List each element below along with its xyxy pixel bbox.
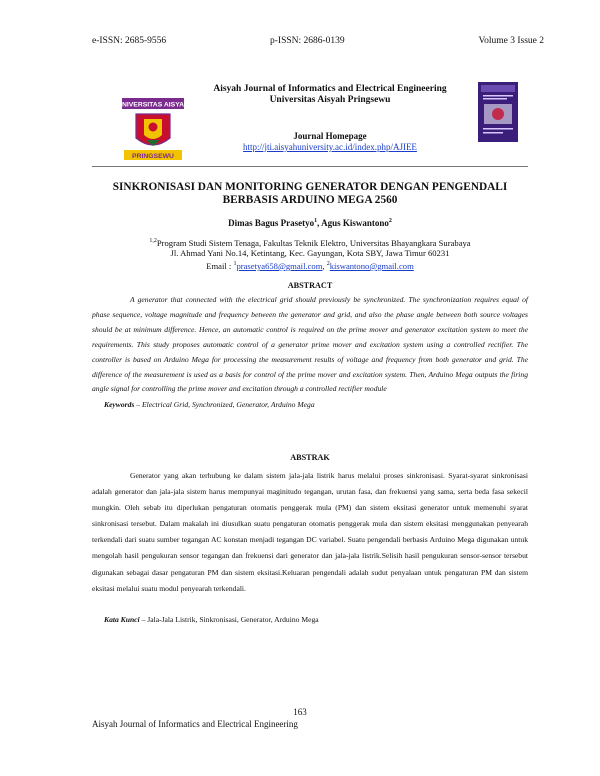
- affiliation-superscript: 1,2: [149, 238, 157, 244]
- affiliation: [80, 236, 540, 271]
- pissn-label: p-ISSN: 2686-0139: [270, 36, 345, 46]
- volume-issue-label: Volume 3 Issue 2: [478, 36, 544, 46]
- journal-title: [160, 84, 500, 106]
- eissn-label: e-ISSN: 2685-9556: [92, 36, 167, 46]
- abstrak-heading: ABSTRAK: [290, 453, 330, 462]
- author-name: Agus Kiswantono: [321, 218, 389, 228]
- email-link-2[interactable]: kiswantono@gmail.com: [329, 260, 414, 271]
- homepage-label: Journal Homepage: [293, 131, 367, 141]
- affiliation-line1: $^{1,2}$Program Studi Sistem Tenaga, Fakultas Teknik Elektro, Universitas Bhayangkara Surabaya: [149, 237, 471, 248]
- journal-title-line1: Aisyah Journal of Informatics and Electrical Engineering: [213, 84, 447, 94]
- logo-text-top: UNIVERSITAS AISYAH: [120, 101, 186, 109]
- journal-title-line2: Universitas Aisyah Pringsewu: [269, 95, 391, 105]
- footer-journal-name: Aisyah Journal of Informatics and Electrical Engineering: [92, 719, 298, 729]
- keywords: Keywords – Electrical Grid, Synchronized, Generator, Arduino Mega: [104, 400, 315, 409]
- logo-text-bottom: PRINGSEWU: [132, 152, 174, 160]
- abstrak-text: Generator yang akan terhubung ke dalam sistem jala-jala listrik harus melalui proses sinkronisasi. Syarat-syarat sinkronisasi adalah generator dan jala-jala sistem harus mempunyai maginitudo tegangan, urutan fasa, dan frekuensi yang sama, serta beda fasa sekecil mungkin. Oleh sebab itu diperlukan pengaturan otomatis penggerak mula (PM) dan sistem eksitasi generator untuk memenuhi syarat sinkronisasi tersebut. Dalam makalah ini diusulkan suatu pengaturan otomatis penggerak mula dan sistem eksitasi menggunakan penyearah terkendali dari suatu sumber tegangan AC konstan menjadi tegangan DC variabel. Suatu pengendali berbasis Arduino Mega digunakan untuk mengolah hasil pengukuran sensor tegangan dan frekuensi dari generator dan jala-jala listrik.Selisih hasil pengukuran sensor-sensor tersebut digunakan sebagai dasar pengaturan PM dan sistem eksitasi.Keluaran pengendali adalah sudut penyalaan untuk pengaturan PM dan sistem eksitasi melalui suatu modul penyearah terkendali.: [92, 471, 528, 593]
- page-number: 163: [293, 707, 307, 717]
- author-superscript: 1: [314, 218, 318, 224]
- abstract-heading: ABSTRACT: [287, 281, 333, 290]
- abstract-text: A generator that connected with the electrical grid should previously be synchronized. The synchronization requires equal of phase sequence, voltage magnitude and frequency between the generator and grid, and also the phase angle between both source voltages should be at minimum difference. Hence, an automatic control is required on the prime mover and generator excitation system to meet the requirements. This study proposes automatic control of a generator prime mover and excitation system using a controlled rectifier. The controller is based on Arduino Mega for processing the measurement results of voltage and frequency from both generator and grid. The difference of the measurement is used as a basis for control of the prime mover and excitation system. Then, Arduino Mega outputs the firing angle signal for controlling the prime mover and excitation through a controlled rectifier module: [92, 295, 528, 394]
- kata-kunci-list: Jala-Jala Listrik, Sinkronisasi, Generator, Arduino Mega: [147, 615, 319, 624]
- keywords-label: Keywords: [104, 400, 135, 409]
- author-list: [80, 218, 540, 228]
- email-line: Email : $^1$prasetya658@gmail.com, $^2$kiswantono@gmail.com: [206, 260, 414, 271]
- author-name: Dimas Bagus Prasetyo: [228, 218, 315, 228]
- header-divider: [92, 166, 528, 167]
- affiliation-line2: Jl. Ahmad Yani No.14, Ketintang, Kec. Gayungan, Kota SBY, Jawa Timur 60231: [170, 248, 450, 259]
- author-separator: ,: [317, 218, 322, 228]
- keywords-list: Electrical Grid, Synchronized, Generator, Arduino Mega: [141, 400, 315, 409]
- homepage-link[interactable]: http://jti.aisyahuniversity.ac.id/index.php/AJIEE: [243, 142, 417, 152]
- author-superscript: 2: [388, 218, 392, 224]
- paper-title-line2: BERBASIS ARDUINO MEGA 2560: [222, 194, 398, 206]
- kata-kunci: Kata Kunci – Jala-Jala Listrik, Sinkronisasi, Generator, Arduino Mega: [104, 615, 319, 624]
- paper-title-line1: SINKRONISASI DAN MONITORING GENERATOR DENGAN PENGENDALI: [112, 181, 508, 193]
- paper-title: [80, 181, 540, 207]
- journal-homepage: [160, 131, 500, 153]
- kata-kunci-label: Kata Kunci: [104, 615, 140, 624]
- email-link-1[interactable]: prasetya658@gmail.com: [236, 260, 323, 271]
